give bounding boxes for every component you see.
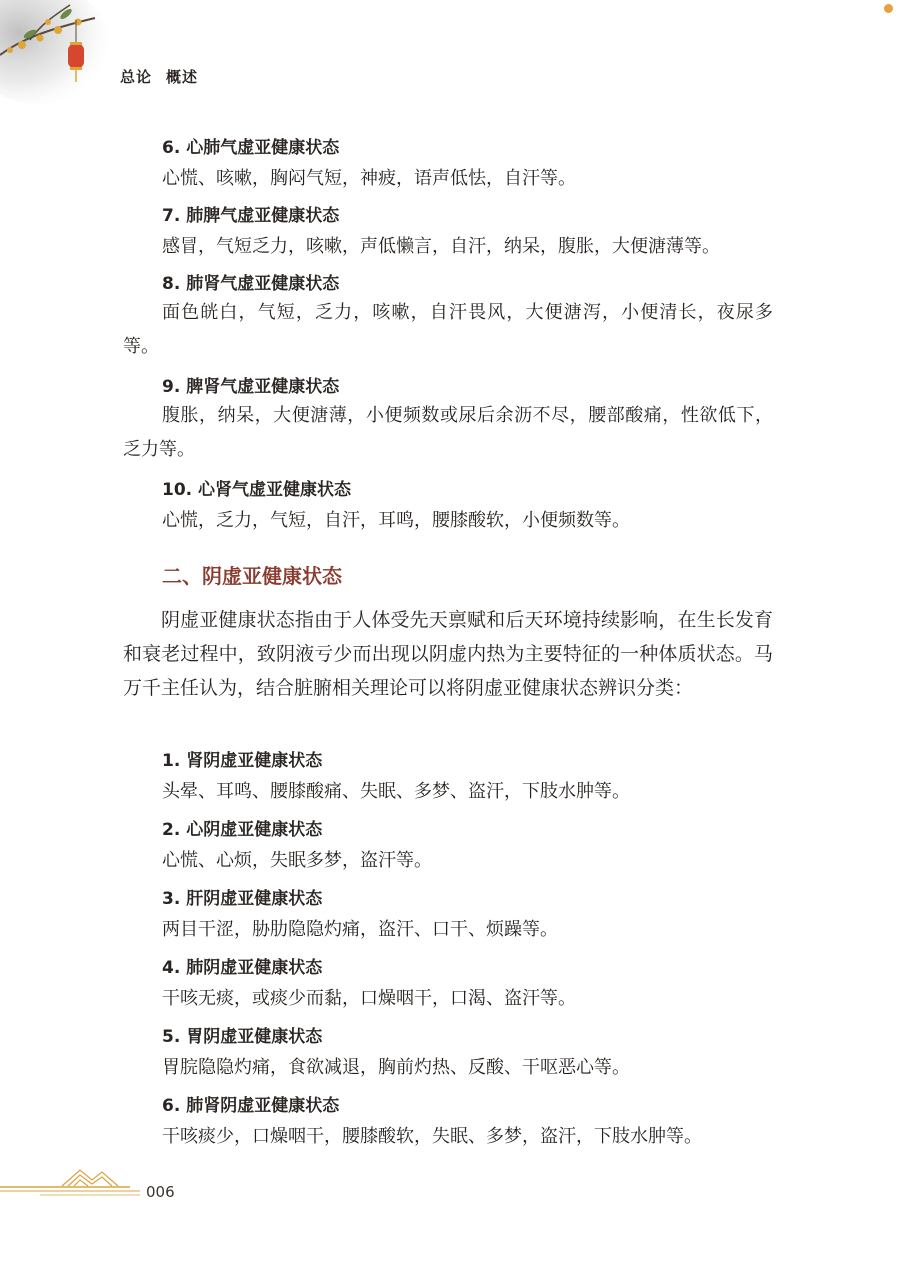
item-heading: 2. 心阴虚亚健康状态 bbox=[162, 820, 323, 840]
item-body: 干咳痰少，口燥咽干，腰膝酸软，失眠、多梦，盗汗，下肢水肿等。 bbox=[162, 1126, 702, 1147]
item-body: 心慌、咳嗽，胸闷气短，神疲，语声低怯，自汗等。 bbox=[162, 168, 576, 189]
running-header bbox=[120, 66, 198, 87]
item-heading: 6. 肺肾阴虚亚健康状态 bbox=[162, 1096, 340, 1116]
item-body: 心慌、心烦，失眠多梦，盗汗等。 bbox=[162, 850, 432, 871]
header-chapter: 概述 bbox=[166, 68, 199, 86]
corner-dot bbox=[884, 4, 893, 13]
page-number: 006 bbox=[146, 1183, 175, 1201]
section-title: 二、阴虚亚健康状态 bbox=[162, 564, 342, 588]
section-intro: 阴虚亚健康状态指由于人体受先天禀赋和后天环境持续影响，在生长发育和衰老过程中，致阴液亏少而出现以阴虚内热为主要特征的一种体质状态。马万千主任认为，结合脏腑相关理论可以将阴虚亚健康状态辨识分类： bbox=[123, 609, 773, 699]
item-heading: 9. 脾肾气虚亚健康状态 bbox=[162, 377, 340, 397]
item-heading: 1. 肾阴虚亚健康状态 bbox=[162, 751, 323, 771]
footer-ornament bbox=[0, 1160, 170, 1210]
item-body: 头晕、耳鸣、腰膝酸痛、失眠、多梦、盗汗，下肢水肿等。 bbox=[162, 781, 630, 802]
item-body: 两目干涩，胁肋隐隐灼痛，盗汗、口干、烦躁等。 bbox=[162, 919, 558, 940]
header-part: 总论 bbox=[120, 68, 153, 86]
item-body: 胃脘隐隐灼痛，食欲减退，胸前灼热、反酸、干呕恶心等。 bbox=[162, 1057, 630, 1078]
item-heading: 5. 胃阴虚亚健康状态 bbox=[162, 1027, 323, 1047]
item-heading: 8. 肺肾气虚亚健康状态 bbox=[162, 274, 340, 294]
item-body: 感冒，气短乏力，咳嗽，声低懒言，自汗，纳呆，腹胀，大便溏薄等。 bbox=[162, 236, 720, 257]
item-body: 面色㿠白，气短，乏力，咳嗽，自汗畏风，大便溏泻，小便清长，夜尿多等。 bbox=[123, 302, 773, 357]
item-body: 干咳无痰，或痰少而黏，口燥咽干，口渴、盗汗等。 bbox=[162, 988, 576, 1009]
item-heading: 4. 肺阴虚亚健康状态 bbox=[162, 958, 323, 978]
item-heading: 3. 肝阴虚亚健康状态 bbox=[162, 889, 323, 909]
item-heading: 7. 肺脾气虚亚健康状态 bbox=[162, 206, 340, 226]
item-body: 腹胀，纳呆，大便溏薄，小便频数或尿后余沥不尽，腰部酸痛，性欲低下，乏力等。 bbox=[123, 405, 773, 460]
item-heading: 6. 心肺气虚亚健康状态 bbox=[162, 138, 340, 158]
corner-ornament bbox=[0, 0, 120, 130]
item-heading: 10. 心肾气虚亚健康状态 bbox=[162, 480, 352, 500]
item-body: 心慌，乏力，气短，自汗，耳鸣，腰膝酸软，小便频数等。 bbox=[162, 510, 630, 531]
